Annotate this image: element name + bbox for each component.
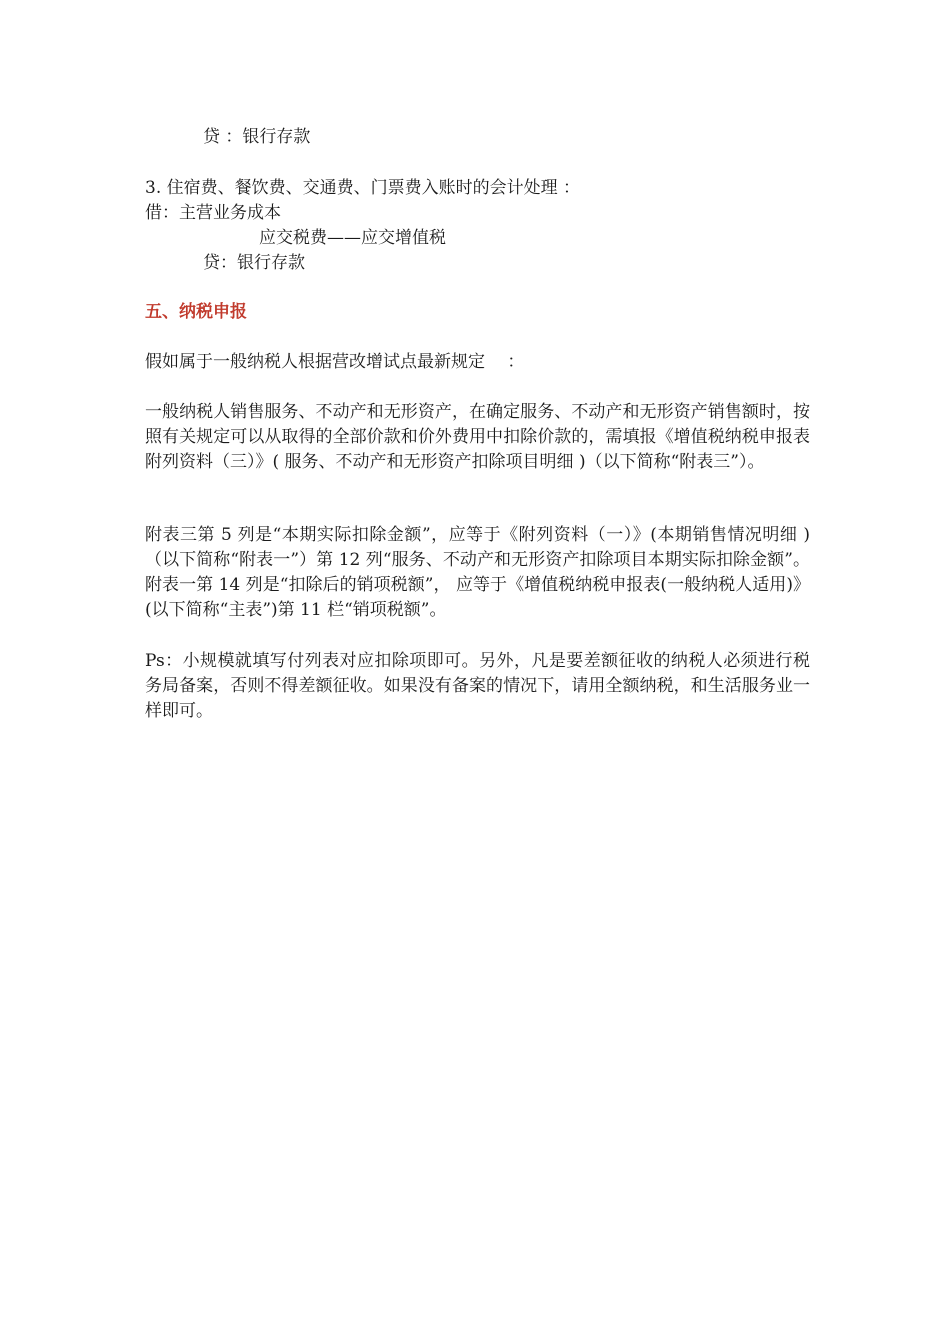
item3-title: 3. 住宿费、餐饮费、交通费、门票费入账时的会计处理 ：: [145, 178, 581, 198]
credit-bank-line-1: 贷 ：银行存款: [203, 127, 311, 147]
section-heading-tax-filing: 五、纳税申报: [145, 302, 247, 322]
credit-bank-line-2: 贷：银行存款: [203, 253, 305, 273]
paragraph-general-taxpayer: 一般纳税人销售服务、不动产和无形资产，在确定服务、不动产和无形资产销售额时，按照有关规定可以从取得的全部价款和价外费用中扣除价款的，需填报《增值税纳税申报表附列资料（三）》( 服务、不动产和无形资产扣除项目明细 )（以下简称“附表三”）。: [145, 402, 810, 472]
paragraph-small-scale-note: Ps：小规模就填写付列表对应扣除项即可。另外，凡是要差额征收的纳税人必须进行税务局备案，否则不得差额征收。如果没有备案的情况下，请用全额纳税，和生活服务业一样即可。: [145, 651, 810, 721]
debit-main-cost-line: 借：主营业务成本: [145, 203, 281, 223]
debit-vat-line: 应交税费——应交增值税: [259, 228, 446, 248]
paragraph-schedule-three: 附表三第 5 列是“本期实际扣除金额”，应等于《附列资料（一）》(本期销售情况明细 )（以下简称“附表一”）第 12 列“服务、不动产和无形资产扣除项目本期实际扣除金额”。附表一第 14 列是“扣除后的销项税额”， 应等于《增值税纳税申报表(一般纳税人适用)》(以下简称“主表”)第 11 栏“销项税额”。: [145, 525, 810, 620]
intro-line: 假如属于一般纳税人根据营改增试点最新规定 ：: [145, 352, 525, 372]
